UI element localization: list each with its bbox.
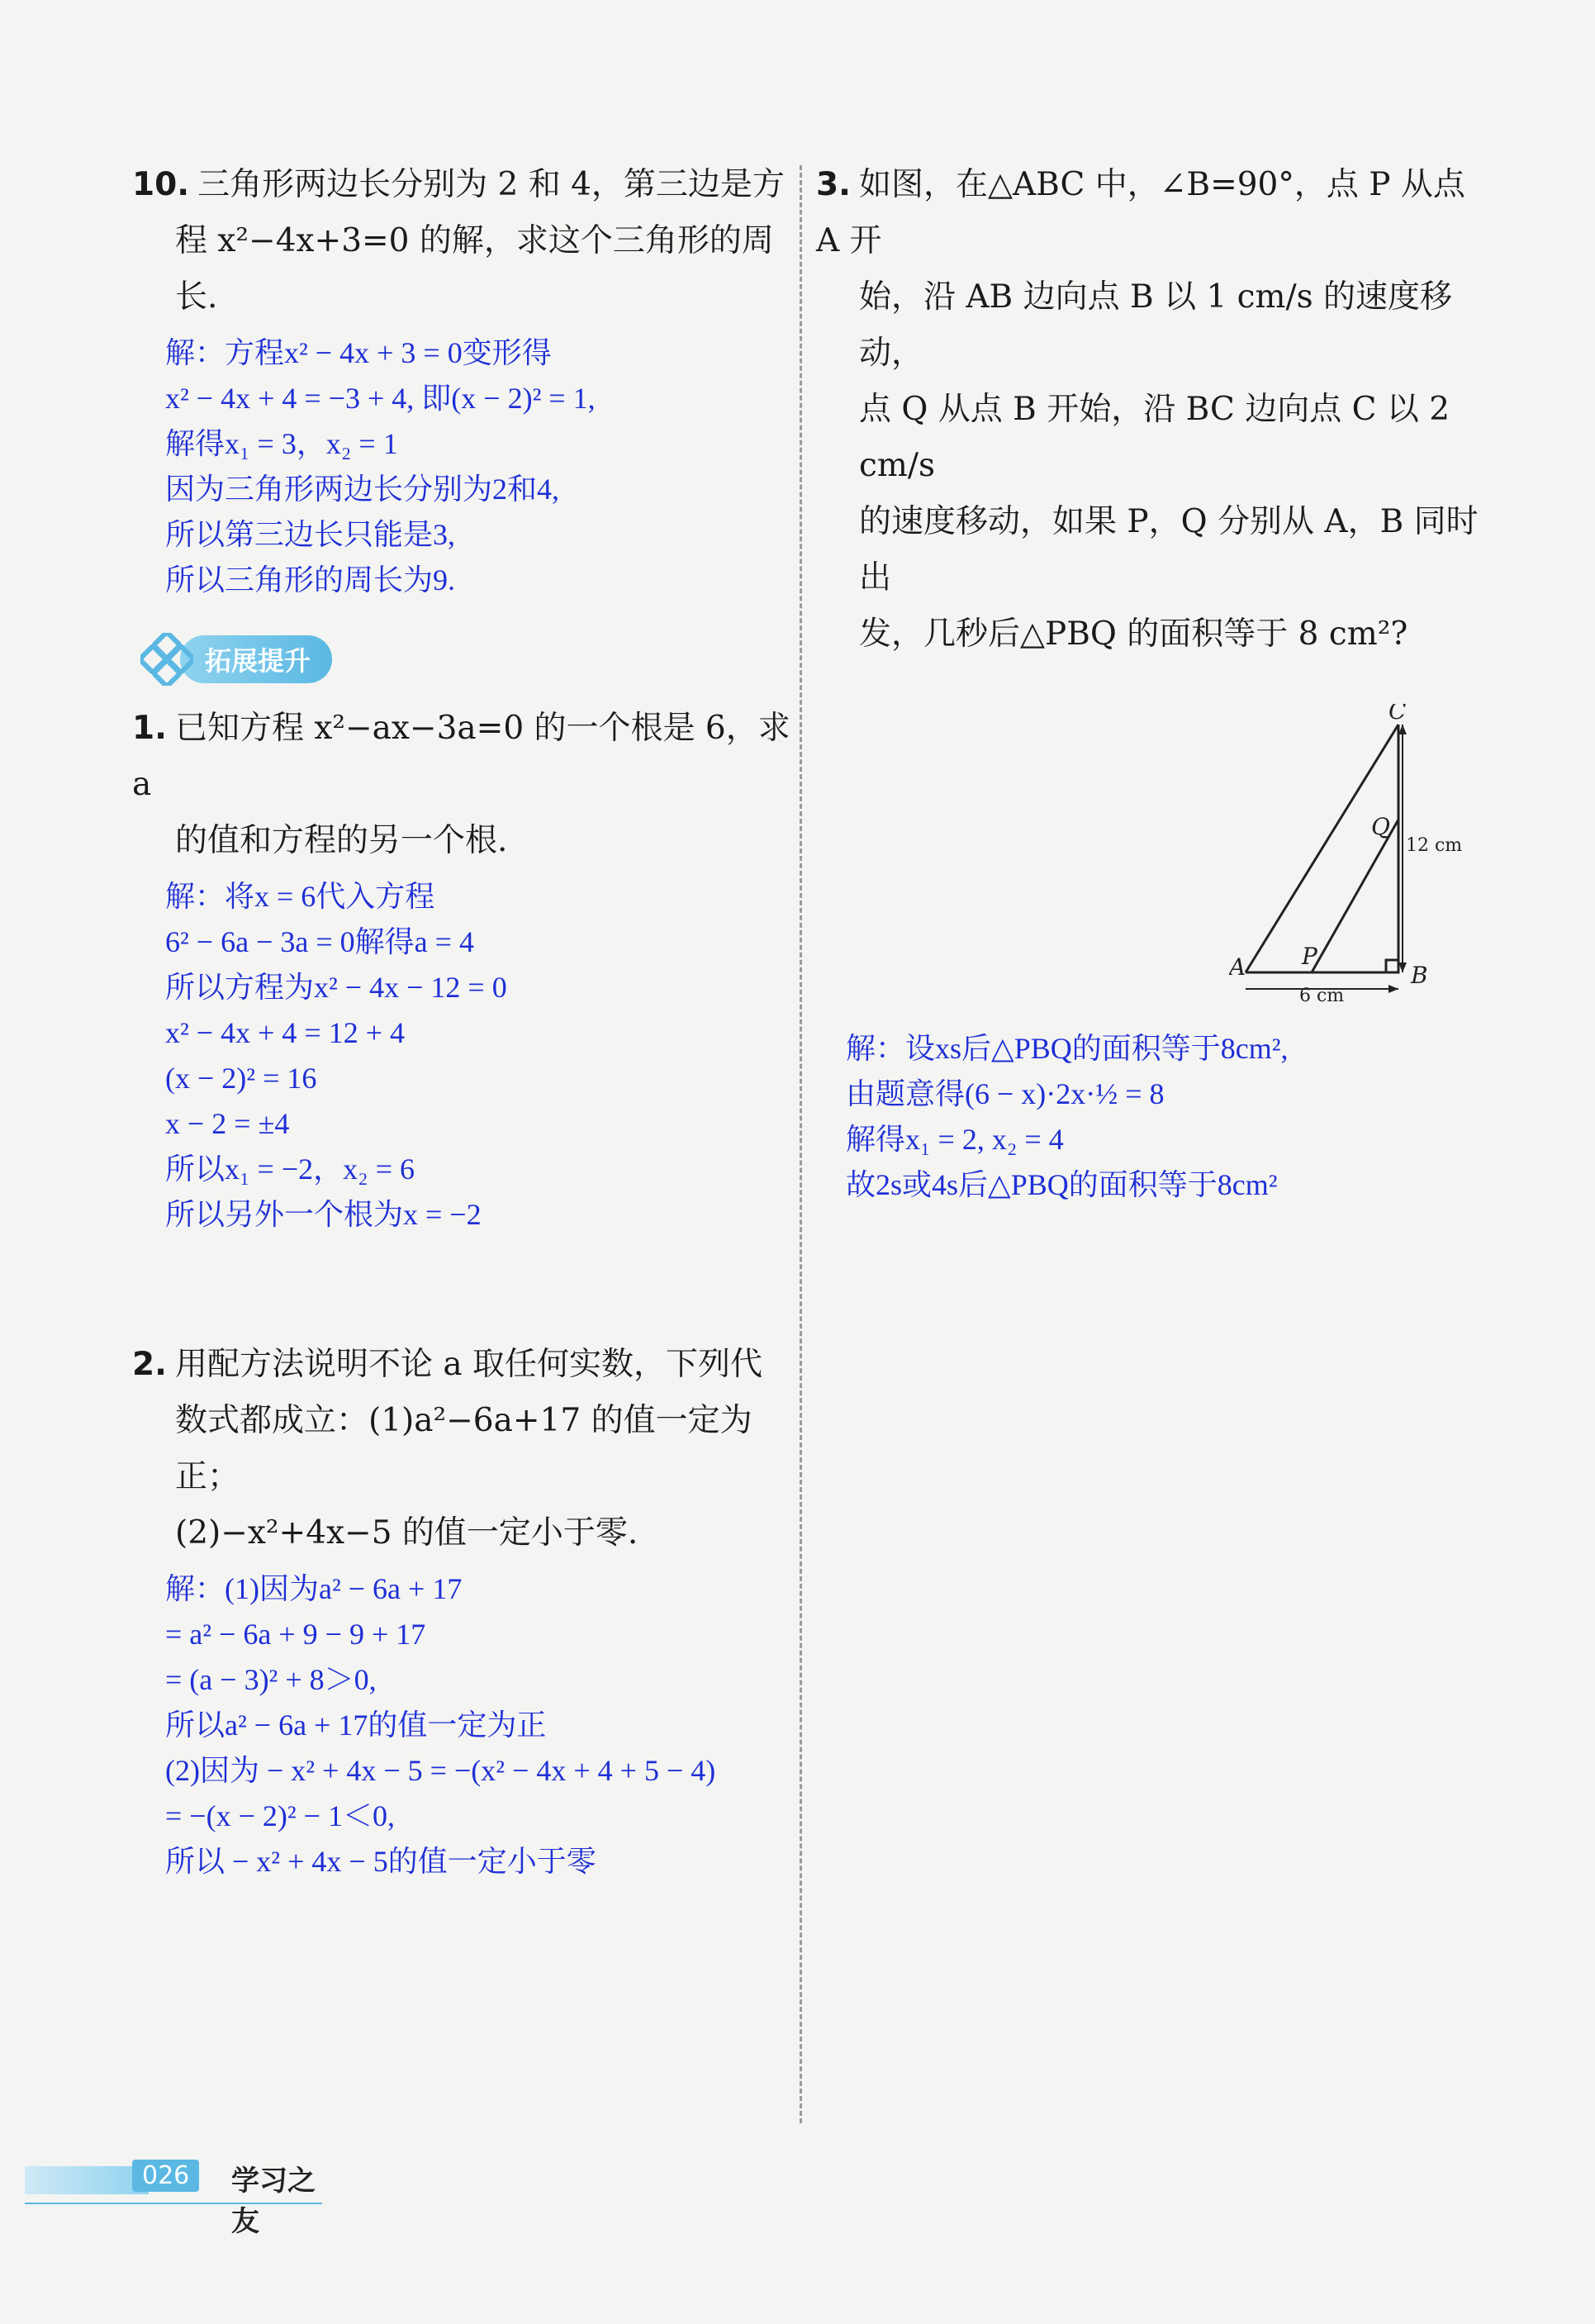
triangle-diagram — [1229, 704, 1477, 1018]
question-text-line: 始，沿 AB 边向点 B 以 1 cm/s 的速度移动， — [859, 278, 1453, 372]
question-text-line: (2)−x²+4x−5 的值一定小于零. — [175, 1514, 638, 1552]
label-b: B — [1411, 962, 1428, 989]
answer-line: x² − 4x + 4 = 12 + 4 — [165, 1016, 406, 1049]
answer-line: 所以第三边长只能是3, — [165, 518, 456, 551]
answer-10 — [132, 330, 793, 603]
question-number: 1. — [132, 710, 167, 747]
left-column — [132, 157, 793, 1884]
question-number: 2. — [132, 1346, 167, 1383]
page-number: 026 — [132, 2160, 199, 2192]
triangle-figure — [1229, 704, 1477, 1018]
question-text-line: 用配方法说明不论 a 取任何实数，下列代 — [174, 1346, 762, 1383]
footer-rule — [25, 2203, 322, 2204]
question-2 — [132, 1337, 793, 1561]
answer-line: 故2s或4s后△PBQ的面积等于8cm² — [846, 1168, 1278, 1201]
answer-line: (2)因为 − x² + 4x − 5 = −(x² − 4x + 4 + 5 − 4) — [165, 1754, 716, 1787]
answer-2 — [132, 1566, 793, 1884]
label-q: Q — [1371, 813, 1390, 840]
question-text-line: 数式都成立：(1)a²−6a+17 的值一定为正； — [175, 1402, 752, 1495]
answer-line: 所以 − x² + 4x − 5的值一定小于零 — [165, 1845, 596, 1878]
label-a: A — [1229, 953, 1246, 981]
question-text-line: 如图，在△ABC 中，∠B=90°，点 P 从点 A 开 — [816, 166, 1465, 259]
knot-ornament-icon — [140, 633, 193, 686]
arrowhead — [1389, 985, 1398, 993]
answer-line: 解得x₁ = 2, x₂ = 4 — [846, 1123, 1064, 1156]
label-c: C — [1389, 704, 1407, 725]
book-title: 学习之友 — [231, 2165, 316, 2238]
answer-line: 所以x₁ = −2，x₂ = 6 — [165, 1152, 415, 1186]
page-footer — [25, 2151, 322, 2238]
answer-line: 解：(1)因为a² − 6a + 17 — [165, 1572, 463, 1605]
question-number: 3. — [816, 166, 851, 203]
answer-line: 所以方程为x² − 4x − 12 = 0 — [165, 971, 507, 1004]
question-text-line: 的值和方程的另一个根. — [175, 822, 508, 859]
question-text-line: 点 Q 从点 B 开始，沿 BC 边向点 C 以 2 cm/s — [859, 391, 1450, 484]
section-header — [140, 634, 793, 684]
answer-line: 因为三角形两边长分别为2和4, — [165, 473, 560, 506]
answer-line: 由题意得(6 − x)·2x·½ = 8 — [846, 1077, 1165, 1110]
question-text-line: 三角形两边长分别为 2 和 4，第三边是方 — [197, 166, 785, 203]
label-ab-length: 6 cm — [1299, 986, 1345, 1006]
section-title: 拓展提升 — [180, 635, 332, 683]
footer-decoration — [25, 2166, 149, 2194]
right-angle-mark — [1386, 960, 1398, 972]
answer-line: 解：将x = 6代入方程 — [165, 880, 435, 913]
label-bc-length: 12 cm — [1406, 835, 1463, 856]
answer-line: 6² − 6a − 3a = 0解得a = 4 — [165, 925, 474, 958]
answer-line: (x − 2)² = 16 — [165, 1062, 317, 1095]
question-text-line: 的速度移动，如果 P，Q 分别从 A，B 同时出 — [859, 503, 1479, 596]
answer-3 — [816, 1026, 1493, 1208]
question-text-line: 程 x²−4x+3=0 的解，求这个三角形的周长. — [175, 222, 774, 316]
answer-line: x² − 4x + 4 = −3 + 4, 即(x − 2)² = 1, — [165, 382, 596, 415]
question-text-line: 已知方程 x²−ax−3a=0 的一个根是 6，求 a — [132, 710, 790, 803]
question-3 — [816, 157, 1493, 663]
answer-line: 所以a² − 6a + 17的值一定为正 — [165, 1709, 547, 1742]
question-text-line: 发，几秒后△PBQ 的面积等于 8 cm²? — [859, 615, 1408, 653]
answer-line: x − 2 = ±4 — [165, 1107, 290, 1140]
answer-line: 所以另外一个根为x = −2 — [165, 1198, 482, 1231]
answer-line: = (a − 3)² + 8＞0, — [165, 1663, 377, 1696]
answer-line: 解：设xs后△PBQ的面积等于8cm², — [846, 1032, 1289, 1065]
answer-1 — [132, 874, 793, 1238]
answer-line: 解得x₁ = 3，x₂ = 1 — [165, 427, 398, 460]
column-divider — [800, 165, 802, 2123]
answer-line: = −(x − 2)² − 1＜0, — [165, 1799, 395, 1832]
question-10 — [132, 157, 793, 326]
side-ac — [1246, 725, 1398, 972]
question-1 — [132, 701, 793, 869]
right-column — [816, 157, 1493, 1208]
answer-line: = a² − 6a + 9 − 9 + 17 — [165, 1618, 426, 1651]
answer-line: 解：方程x² − 4x + 3 = 0变形得 — [165, 336, 552, 369]
answer-line: 所以三角形的周长为9. — [165, 563, 456, 596]
label-p: P — [1302, 943, 1317, 970]
question-number: 10. — [132, 166, 190, 203]
